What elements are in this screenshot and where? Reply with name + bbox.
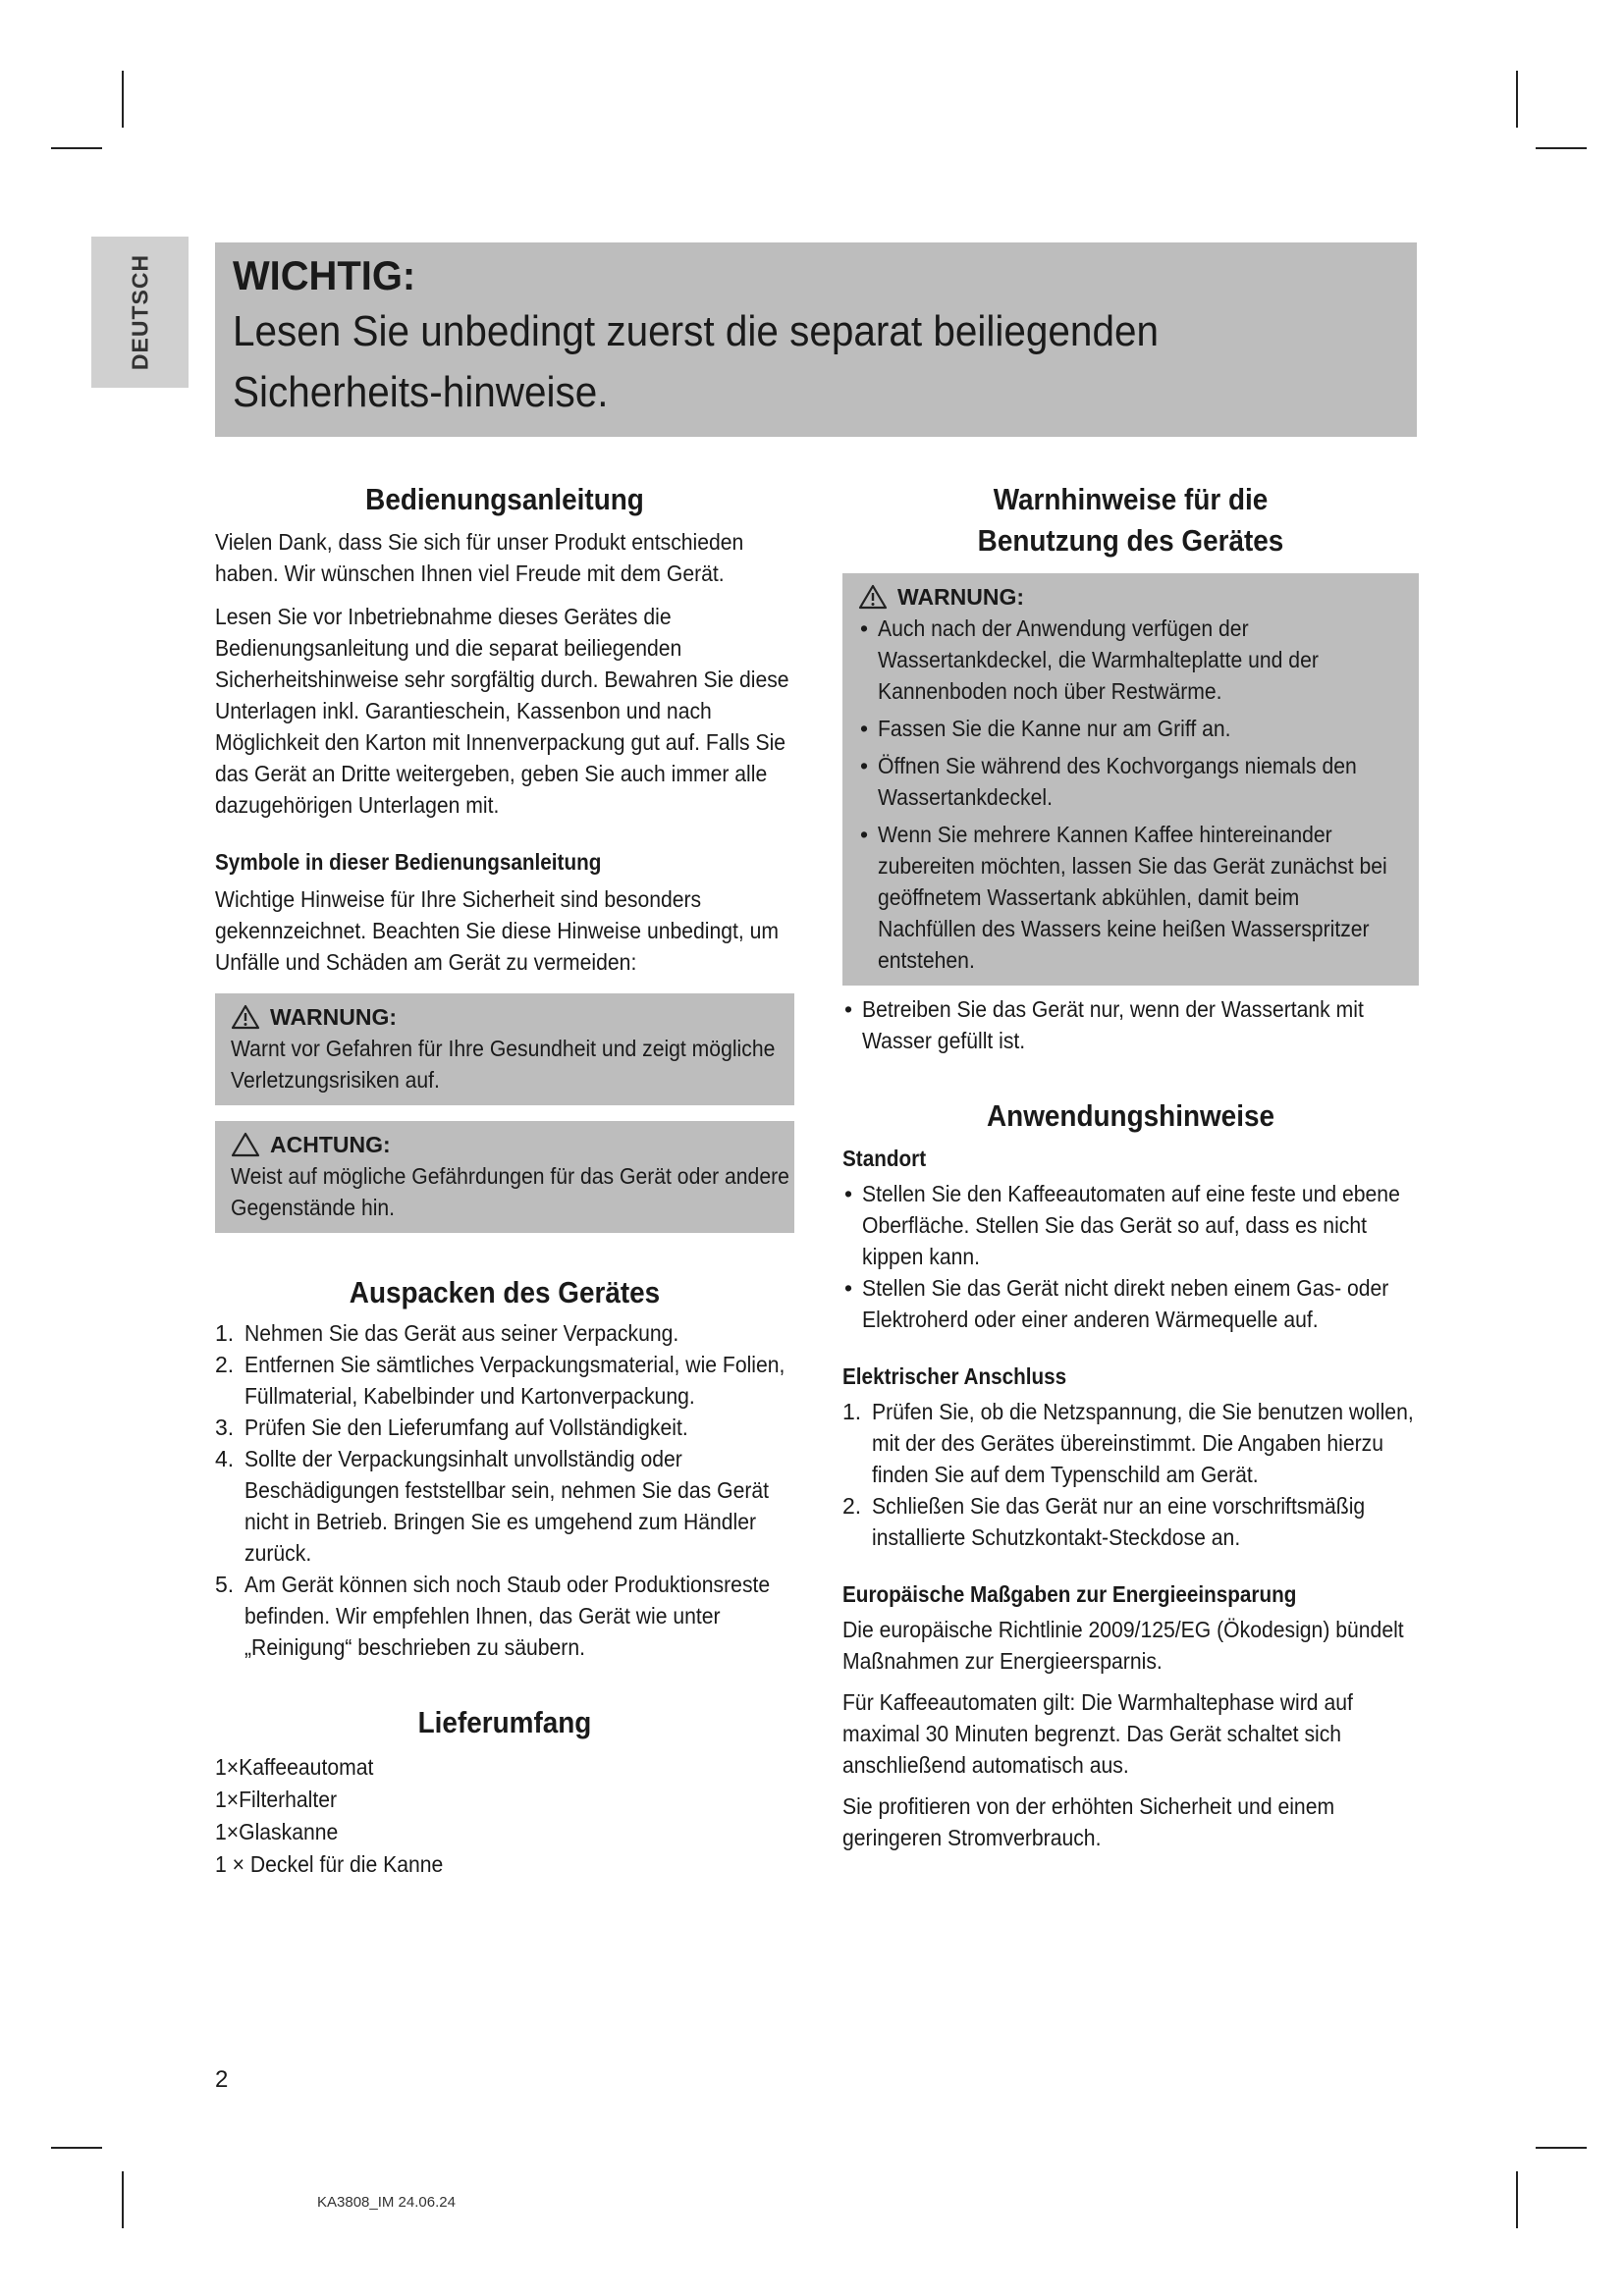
energy-text-3: Sie profitieren von der erhöhten Sicherheit und einem geringeren Stromverbrauch. — [842, 1793, 1335, 1850]
warning-icon — [231, 1004, 260, 1030]
list-item: 1×Glaskanne — [215, 1819, 339, 1844]
usage-warning-box — [842, 573, 1419, 986]
crop-mark — [1516, 71, 1518, 128]
right-column — [842, 481, 1419, 1853]
banner-title: WICHTIG: — [233, 252, 416, 298]
energy-text-1: Die europäische Richtlinie 2009/125/EG (Ökodesign) bündelt Maßnahmen zur Energieersparnis. — [842, 1617, 1404, 1674]
language-tab — [91, 237, 189, 388]
extra-warning — [842, 993, 1419, 1056]
list-item: • Betreiben Sie das Gerät nur, wenn der Wassertank mit Wasser gefüllt ist. — [842, 993, 1419, 1056]
list-item: • Stellen Sie den Kaffeeautomaten auf eine feste und ebene Oberfläche. Stellen Sie das Gerät so auf, dass es nicht kippen kann. — [842, 1178, 1419, 1272]
crop-mark — [51, 2147, 102, 2149]
footer-code: KA3808_IM 24.06.24 — [317, 2194, 456, 2211]
warning-icon — [858, 584, 888, 610]
supply-heading: Lieferumfang — [417, 1705, 592, 1739]
electric-heading: Elektrischer Anschluss — [842, 1363, 1067, 1389]
list-item: 5. Am Gerät können sich noch Staub oder Produktionsreste befinden. Wir empfehlen Ihnen, das Gerät wie unter „Reinigung“ beschrieben zu säubern. — [215, 1572, 771, 1660]
warning-label: WARNUNG: — [897, 584, 1025, 610]
symbols-text: Wichtige Hinweise für Ihre Sicherheit sind besonders gekennzeichnet. Beachten Sie diese Hinweise unbedingt, um Unfälle und Schäden am Gerät zu vermeiden: — [215, 886, 780, 975]
list-item: 1×Kaffeeautomat — [215, 1754, 374, 1780]
energy-text-2: Für Kaffeeautomaten gilt: Die Warmhaltephase wird auf maximal 30 Minuten begrenzt. Das Gerät schaltet sich anschließend automatisch aus. — [842, 1689, 1353, 1778]
list-item: 4. Sollte der Verpackungsinhalt unvollständig oder Beschädigungen feststellbar sein, nehmen Sie das Gerät nicht in Betrieb. Bringen Sie es umgehend zum Händler zurück. — [215, 1446, 770, 1566]
crop-mark — [1536, 2147, 1587, 2149]
list-item: 2. Entfernen Sie sämtliches Verpackungsmaterial, wie Folien, Füllmaterial, Kabelbinder und Kartonverpackung. — [215, 1352, 785, 1409]
list-item: • Fassen Sie die Kanne nur am Griff an. — [858, 713, 1405, 744]
warning-text: Warnt vor Gefahren für Ihre Gesundheit und zeigt mögliche Verletzungsrisiken auf. — [231, 1036, 776, 1093]
page-number: 2 — [215, 2066, 229, 2093]
unpacking-heading: Auspacken des Gerätes — [349, 1275, 661, 1309]
unpacking-steps — [215, 1317, 794, 1663]
language-label: DEUTSCH — [127, 253, 152, 371]
caution-label: ACHTUNG: — [270, 1132, 391, 1157]
list-item: 2. Schließen Sie das Gerät nur an eine vorschriftsmäßig installierte Schutzkontakt-Steckdose an. — [842, 1493, 1366, 1550]
warnings-heading-line2: Benutzung des Gerätes — [977, 523, 1284, 558]
list-item: • Stellen Sie das Gerät nicht direkt neben einem Gas- oder Elektroherd oder einer anderen Wärmequelle auf. — [842, 1272, 1419, 1335]
list-item: • Öffnen Sie während des Kochvorgangs niemals den Wassertankdeckel. — [858, 750, 1405, 813]
supply-list — [215, 1751, 794, 1881]
crop-mark — [1516, 2171, 1518, 2228]
location-heading: Standort — [842, 1146, 927, 1171]
electric-steps — [842, 1396, 1419, 1553]
warning-list — [858, 613, 1405, 976]
list-item: • Wenn Sie mehrere Kannen Kaffee hintereinander zubereiten möchten, lassen Sie das Gerät zunächst bei geöffnetem Wassertank abkühlen, damit beim Nachfüllen des Wassers keine heißen Wasserspritzer entstehen. — [858, 819, 1405, 976]
list-item: 1. Nehmen Sie das Gerät aus seiner Verpackung. — [215, 1320, 679, 1346]
important-banner — [215, 242, 1417, 437]
crop-mark — [122, 71, 124, 128]
caution-text: Weist auf mögliche Gefährdungen für das Gerät oder andere Gegenstände hin. — [231, 1163, 789, 1220]
caution-icon — [231, 1132, 260, 1157]
warnings-heading-line1: Warnhinweise für die — [993, 482, 1269, 516]
manual-heading: Bedienungsanleitung — [365, 482, 644, 516]
list-item: 1 × Deckel für die Kanne — [215, 1851, 444, 1877]
caution-note — [215, 1121, 794, 1233]
list-item: 1. Prüfen Sie, ob die Netzspannung, die Sie benutzen wollen, mit der des Gerätes übereinstimmt. Die Angaben hierzu finden Sie auf dem Typenschild am Gerät. — [842, 1399, 1414, 1487]
list-item: • Auch nach der Anwendung verfügen der Wassertankdeckel, die Warmhalteplatte und der Kannenboden noch über Restwärme. — [858, 613, 1405, 707]
warning-note — [215, 993, 794, 1105]
list-item: 1×Filterhalter — [215, 1787, 338, 1812]
location-list — [842, 1178, 1419, 1335]
symbols-heading: Symbole in dieser Bedienungsanleitung — [215, 849, 602, 875]
crop-mark — [1536, 147, 1587, 149]
crop-mark — [51, 147, 102, 149]
manual-instructions: Lesen Sie vor Inbetriebnahme dieses Gerätes die Bedienungsanleitung und die separat beiliegenden Sicherheitshinweise sehr sorgfältig durch. Bewahren Sie diese Unterlagen inkl. Garantieschein, Kassenbon und nach Möglichkeit den Karton mit Innenverpackung gut auf. Falls Sie das Gerät an Dritte weitergeben, geben Sie auch immer alle dazugehörigen Unterlagen mit. — [215, 604, 789, 818]
crop-mark — [122, 2171, 124, 2228]
energy-heading: Europäische Maßgaben zur Energieeinsparung — [842, 1581, 1297, 1607]
manual-intro: Vielen Dank, dass Sie sich für unser Produkt entschieden haben. Wir wünschen Ihnen viel Freude mit dem Gerät. — [215, 529, 744, 586]
left-column — [215, 481, 794, 1881]
usage-heading: Anwendungshinweise — [987, 1098, 1274, 1133]
warning-label: WARNUNG: — [270, 1004, 398, 1030]
banner-text: Lesen Sie unbedingt zuerst die separat beiliegenden Sicherheits-hinweise. — [233, 307, 1159, 416]
list-item: 3. Prüfen Sie den Lieferumfang auf Vollständigkeit. — [215, 1415, 688, 1440]
